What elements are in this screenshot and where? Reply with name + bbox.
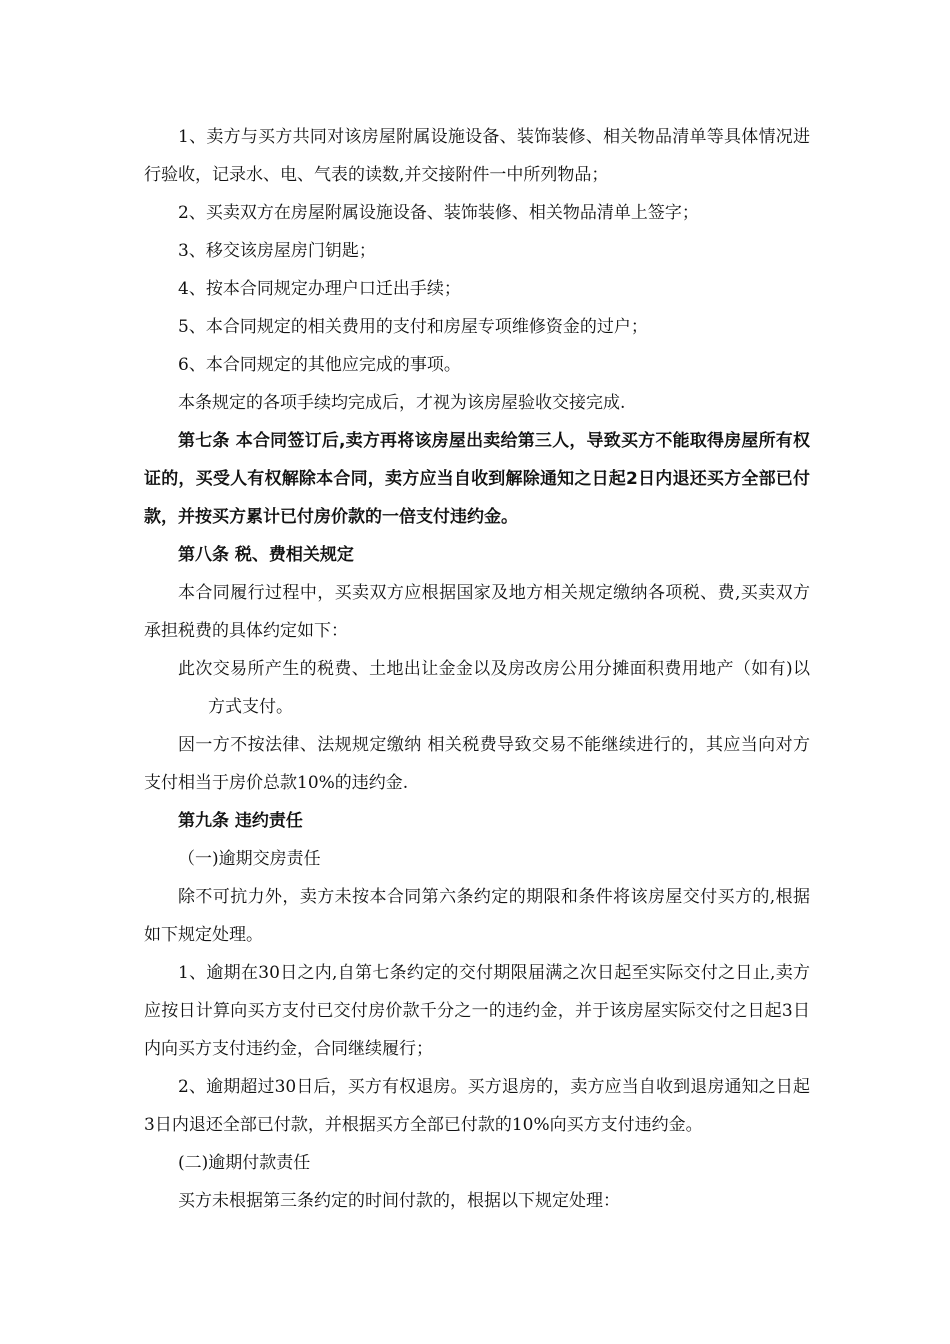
article-9-section-1-paragraph-1: 除不可抗力外，卖方未按本合同第六条约定的期限和条件将该房屋交付买方的,根据如下规定处理。 xyxy=(144,887,810,945)
article-8-paragraph-1: 本合同履行过程中，买卖双方应根据国家及地方相关规定缴纳各项税、费,买卖双方承担税费的具体约定如下： xyxy=(144,583,810,641)
handover-item-2: 2、买卖双方在房屋附属设施设备、装饰装修、相关物品清单上签字； xyxy=(178,203,699,223)
article-8-paragraph-3: 因一方不按法律、法规规定缴纳 相关税费导致交易不能继续进行的，其应当向对方支付相当于房价总款10%的违约金. xyxy=(144,735,810,793)
handover-completion-note: 本条规定的各项手续均完成后，才视为该房屋验收交接完成. xyxy=(178,393,626,413)
handover-item-4: 4、按本合同规定办理户口迁出手续； xyxy=(178,279,461,299)
article-8-paragraph-2 xyxy=(144,650,810,726)
handover-item-6: 6、本合同规定的其他应完成的事项。 xyxy=(178,355,461,375)
article-8-paragraph-2-part-a: 此次交易所产生的税费、土地出让金金以及房改房公用分摊面积费用地产（如有)以 xyxy=(178,659,810,679)
article-9-section-1-paragraph-3: 2、逾期超过30日后，买方有权退房。买方退房的，卖方应当自收到退房通知之日起3日内退还全部已付款，并根据买方全部已付款的10%向买方支付违约金。 xyxy=(144,1077,810,1135)
article-9-section-1-title: （一)逾期交房责任 xyxy=(178,849,321,869)
article-8-paragraph-2-part-b: 方式支付。 xyxy=(208,697,293,717)
handover-item-1: 1、卖方与买方共同对该房屋附属设施设备、装饰装修、相关物品清单等具体情况进行验收，记录水、电、气表的读数,并交接附件一中所列物品； xyxy=(144,127,810,185)
article-9-section-2-paragraph-1: 买方未根据第三条约定的时间付款的，根据以下规定处理： xyxy=(178,1191,620,1211)
article-9-title: 第九条 违约责任 xyxy=(178,811,303,831)
contract-body xyxy=(144,118,810,1220)
article-9-section-1-paragraph-2: 1、逾期在30日之内,自第七条约定的交付期限届满之次日起至实际交付之日止,卖方应按日计算向买方支付已交付房价款千分之一的违约金，并于该房屋实际交付之日起3日内向买方支付违约金，合同继续履行； xyxy=(144,963,810,1059)
handover-item-5: 5、本合同规定的相关费用的支付和房屋专项维修资金的过户； xyxy=(178,317,648,337)
handover-item-3: 3、移交该房屋房门钥匙； xyxy=(178,241,376,261)
article-9-section-2-title: (二)逾期付款责任 xyxy=(178,1153,311,1173)
article-8-title: 第八条 税、费相关规定 xyxy=(178,545,354,565)
article-7: 第七条 本合同签订后,卖方再将该房屋出卖给第三人，导致买方不能取得房屋所有权证的，买受人有权解除本合同，卖方应当自收到解除通知之日起2日内退还买方全部已付款，并按买方累计已付房价款的一倍支付违约金。 xyxy=(144,431,810,527)
